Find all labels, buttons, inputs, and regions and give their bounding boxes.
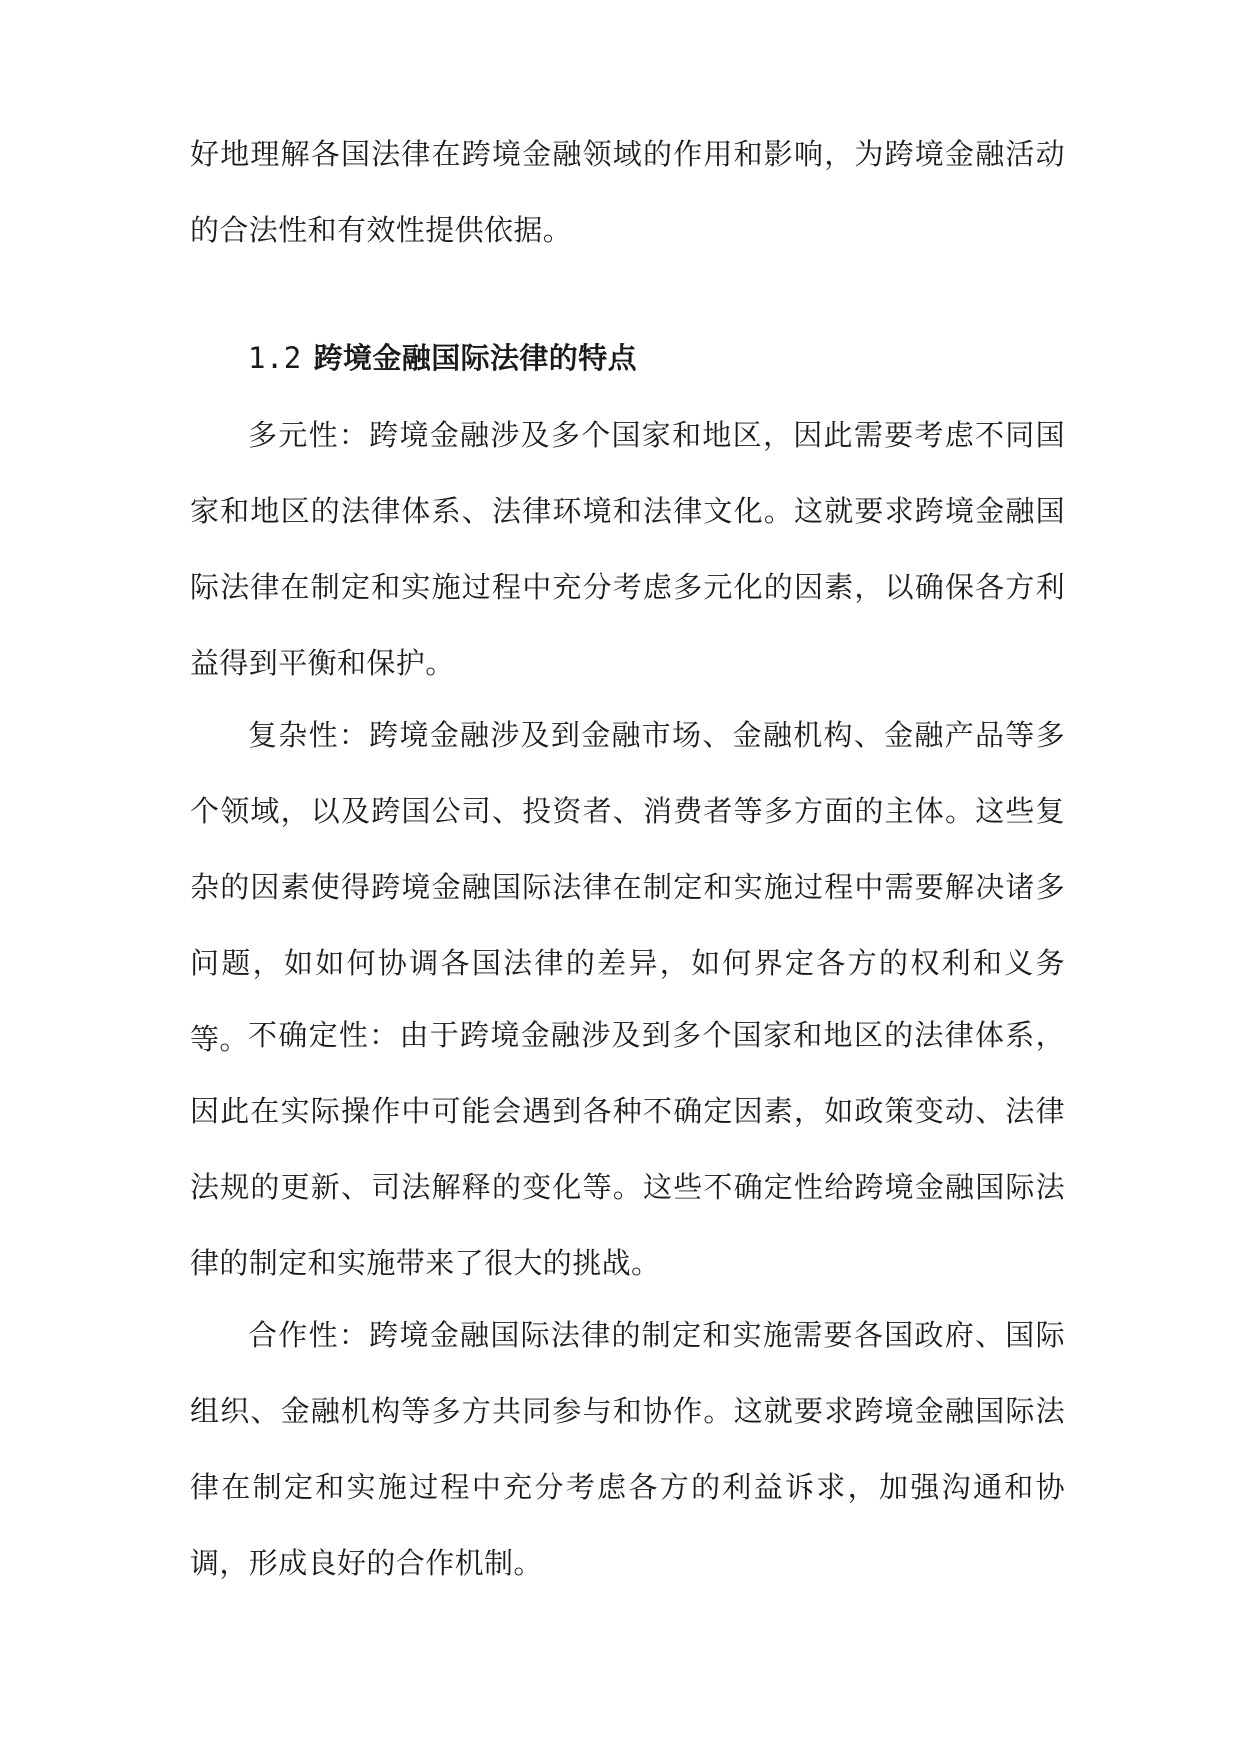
paragraph-diversity: 多元性：跨境金融涉及多个国家和地区，因此需要考虑不同国家和地区的法律体系、法律环境和法律文化。这就要求跨境金融国际法律在制定和实施过程中充分考虑多元化的因素，以确保各方利益得到平衡和保护。 <box>190 418 1065 680</box>
paragraph-uncertainty: 不确定性：由于跨境金融涉及到多个国家和地区的法律体系，因此在实际操作中可能会遇到各种不确定因素，如政策变动、法律法规的更新、司法解释的变化等。这些不确定性给跨境金融国际法律的制定和实施带来了很大的挑战。 <box>190 1018 1065 1280</box>
section-title: 跨境金融国际法律的特点 <box>313 341 637 375</box>
paragraph-cooperation: 合作性：跨境金融国际法律的制定和实施需要各国政府、国际组织、金融机构等多方共同参与和协作。这就要求跨境金融国际法律在制定和实施过程中充分考虑各方的利益诉求，加强沟通和协调，形成良好的合作机制。 <box>190 1318 1065 1580</box>
paragraph-complexity: 复杂性：跨境金融涉及到金融市场、金融机构、金融产品等多个领域，以及跨国公司、投资者、消费者等多方面的主体。这些复杂的因素使得跨境金融国际法律在制定和实施过程中需要解决诸多问题，如如何协调各国法律的差异，如何界定各方的权利和义务等。 <box>190 718 1065 1056</box>
section-number: 1.2 <box>248 341 302 375</box>
intro-paragraph: 好地理解各国法律在跨境金融领域的作用和影响，为跨境金融活动的合法性和有效性提供依据。 <box>190 137 1065 247</box>
section-heading <box>248 320 637 396</box>
